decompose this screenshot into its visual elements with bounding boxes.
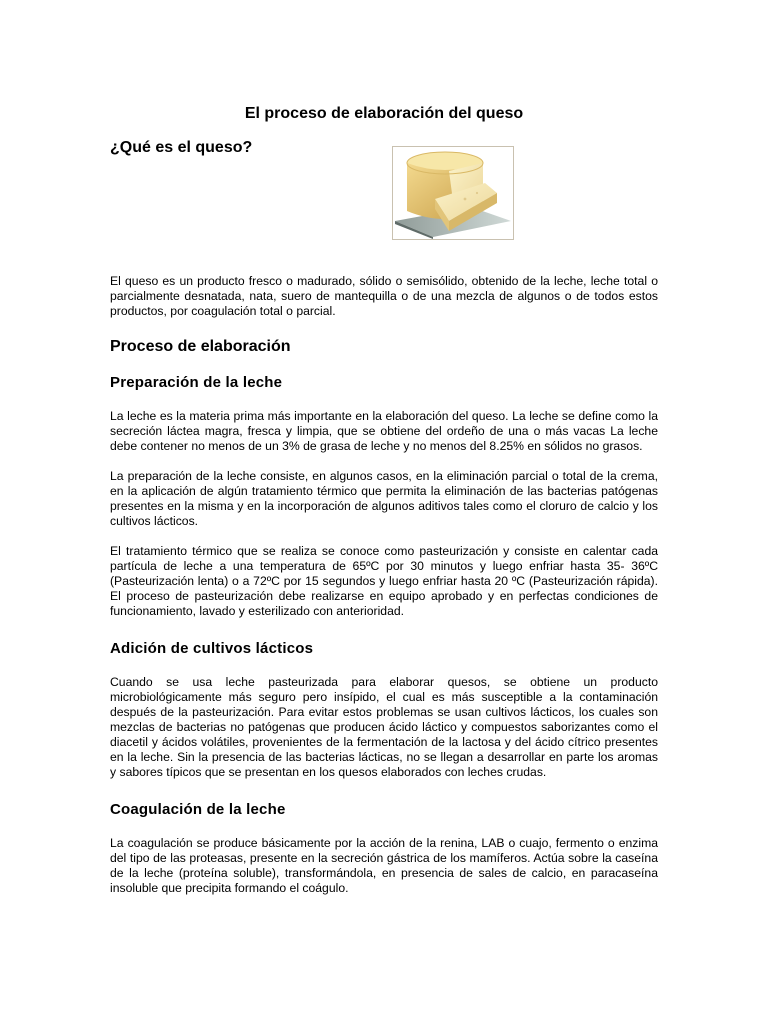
heading-coagulation: Coagulación de la leche	[110, 801, 286, 818]
paragraph: La coagulación se produce básicamente por la acción de la renina, LAB o cuajo, fermento o enzima del tipo de las proteasas, presente en la secreción gástrica de los mamíferos. Actúa sobre la caseína de la leche (proteína soluble), transformándola, en presencia de sales de calcio, en paracaseína insoluble que precipita formando el coágulo.	[110, 836, 658, 895]
document-title: El proceso de elaboración del queso	[244, 105, 524, 122]
paragraph: La leche es la materia prima más importante en la elaboración del queso. La leche se define como la secreción láctea magra, fresca y limpia, que se obtiene del ordeño de una o más vacas La leche debe contener no menos de un 3% de grasa de leche y no menos del 8.25% en sólidos no grasos.	[110, 409, 658, 453]
section-coagulation	[110, 800, 658, 896]
heading-lactic-cultures: Adición de cultivos lácticos	[110, 640, 314, 657]
cheese-image	[392, 146, 514, 240]
paragraph: Cuando se usa leche pasteurizada para elaborar quesos, se obtiene un producto microbiológicamente más seguro pero insípido, el cual es más susceptible a la contaminación después de la pasteurización. Para evitar estos problemas se usan cultivos lácticos, los cuales son mezclas de bacterias no patógenas que producen ácido láctico y compuestos saborizantes como el diacetil y ácidos volátiles, provenientes de la fermentación de la lactosa y del ácido cítrico presentes en la leche. Sin la presencia de las bacterias lácticas, no se llegan a desarrollar en parte los aromas y sabores típicos que se presentan en los quesos elaborados con leches crudas.	[110, 675, 658, 779]
heading-process: Proceso de elaboración	[110, 338, 291, 355]
intro-paragraph: El queso es un producto fresco o madurado, sólido o semisólido, obtenido de la leche, leche total o parcialmente desnatada, nata, suero de mantequilla o de una mezcla de algunos o de todos estos productos, por coagulación total o parcial.	[110, 274, 658, 318]
section-lactic-cultures	[110, 639, 658, 780]
paragraph: La preparación de la leche consiste, en algunos casos, en la eliminación parcial o total de la crema, en la aplicación de algún tratamiento térmico que permita la eliminación de las bacterias patógenas presentes en la misma y en la incorporación de algunos aditivos tales como el cloruro de calcio y los cultivos lácticos.	[110, 469, 658, 528]
heading-what-is-cheese: ¿Qué es el queso?	[110, 139, 253, 156]
document-content	[110, 104, 658, 896]
paragraph: El tratamiento térmico que se realiza se conoce como pasteurización y consiste en calentar cada partícula de leche a una temperatura de 65ºC por 30 minutos y luego enfriar hasta 35- 36ºC (Pasteurización lenta) o a 72ºC por 15 segundos y luego enfriar hasta 20 ºC (Pasteurización rápida). El proceso de pasteurización debe realizarse en equipo aprobado y en perfectas condiciones de funcionamiento, lavado y esterilizado con anterioridad.	[110, 544, 658, 618]
heading-milk-preparation: Preparación de la leche	[110, 374, 283, 391]
section-milk-preparation	[110, 373, 658, 619]
cheese-figure	[110, 146, 658, 274]
cheese-icon	[393, 147, 513, 239]
